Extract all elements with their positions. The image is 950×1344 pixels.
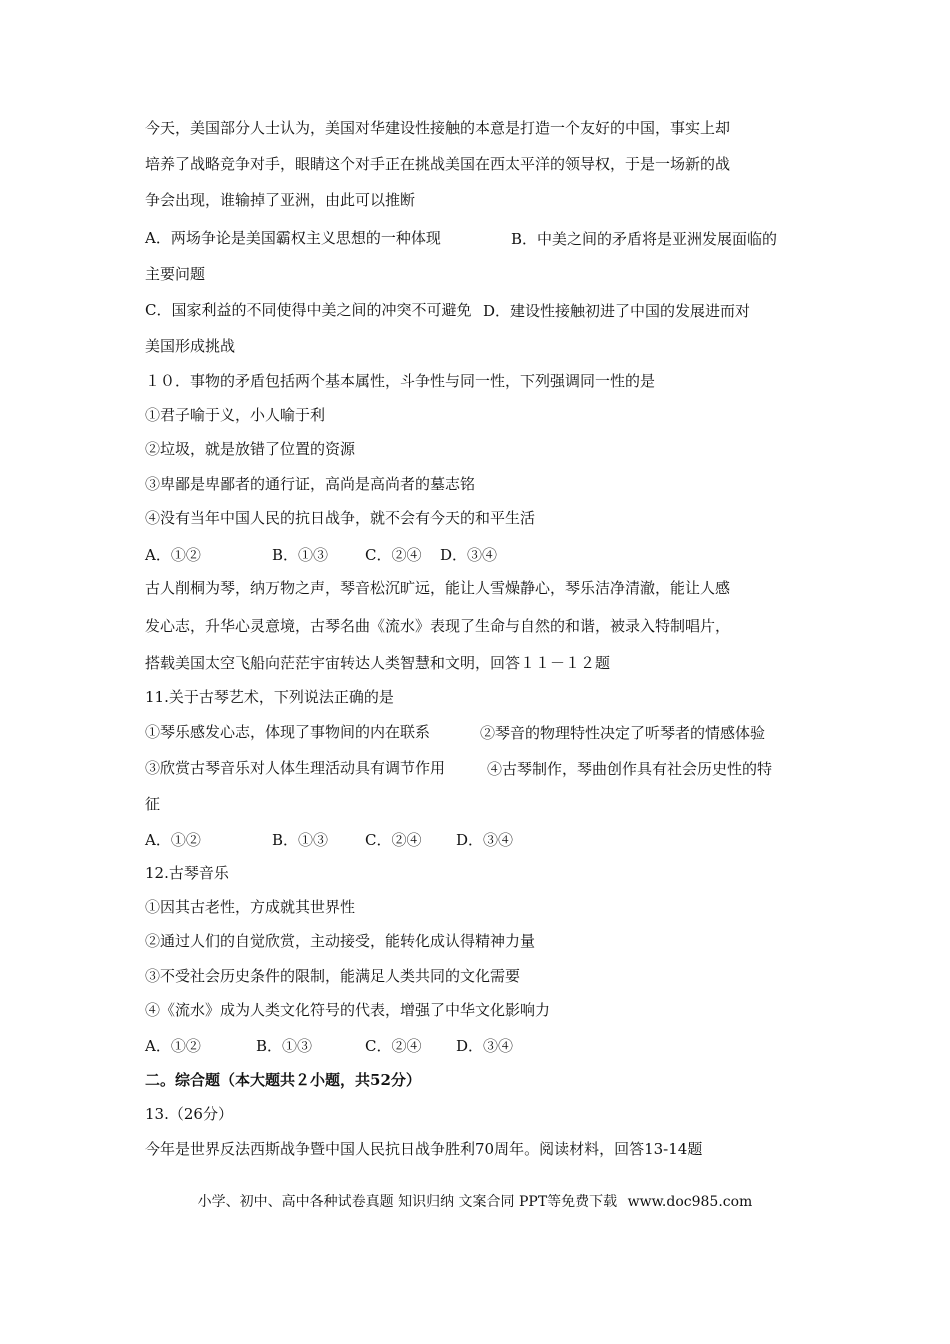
q11-option-c: C．②④ [365,831,422,849]
section2-title: 二。综合题（本大题共２小题，共52分） [145,1071,421,1089]
q11-option-d: D．③④ [456,831,514,849]
q11-option-a: A．①② [145,831,201,849]
q10-statement: ③卑鄙是卑鄙者的通行证，高尚是高尚者的墓志铭 [145,475,476,493]
q11-statement: ①琴乐感发心志，体现了事物间的内在联系 [145,723,431,741]
q12-statement: ④《流水》成为人类文化符号的代表，增强了中华文化影响力 [145,1001,551,1019]
q11-statement: ③欣赏古琴音乐对人体生理活动具有调节作用 [145,759,446,777]
q13-label: 13.（26分） [145,1105,233,1123]
q12-stem: 12.古琴音乐 [145,864,229,882]
q11-stem: 11.关于古琴艺术，下列说法正确的是 [145,688,394,706]
q9-option-d-cont: 美国形成挑战 [145,337,236,355]
q10-option-c: C．②④ [365,546,422,564]
q10-statement: ②垃圾，就是放错了位置的资源 [145,440,356,458]
q11-statement: ④古琴制作，琴曲创作具有社会历史性的特 [487,760,773,778]
q10-option-b: B．①③ [272,546,329,564]
footer [0,1192,950,1212]
q10-option-d: D．③④ [440,546,498,564]
passage-line: 古人削桐为琴，纳万物之声，琴音松沉旷远，能让人雪燥静心，琴乐洁净清澈，能让人感 [145,579,731,597]
q12-statement: ①因其古老性，方成就其世界性 [145,898,356,916]
footer-url[interactable]: www.doc985.com [627,1194,753,1210]
q12-statement: ③不受社会历史条件的限制，能满足人类共同的文化需要 [145,967,521,985]
q12-option-b: B．①③ [256,1037,313,1055]
footer-text: 小学、初中、高中各种试卷真题 知识归纳 文案合同 PPT等免费下载 [197,1194,618,1210]
q9-option-b: B．中美之间的矛盾将是亚洲发展面临的 [511,230,778,248]
q12-option-a: A．①② [145,1037,201,1055]
q12-option-c: C．②④ [365,1037,422,1055]
intro-line: 今天，美国部分人士认为，美国对华建设性接触的本意是打造一个友好的中国，事实上却 [145,119,731,137]
q9-option-a: A．两场争论是美国霸权主义思想的一种体现 [145,229,441,247]
q9-option-c: C．国家利益的不同使得中美之间的冲突不可避免 [145,301,472,319]
q10-statement: ①君子喻于义，小人喻于利 [145,406,326,424]
passage-line: 搭载美国太空飞船向茫茫宇宙转达人类智慧和文明，回答１１－１２题 [145,654,611,672]
q12-statement: ②通过人们的自觉欣赏，主动接受，能转化成认得精神力量 [145,932,536,950]
q10-statement: ④没有当年中国人民的抗日战争，就不会有今天的和平生活 [145,509,536,527]
q11-option-b: B．①③ [272,831,329,849]
q13-intro: 今年是世界反法西斯战争暨中国人民抗日战争胜利70周年。阅读材料，回答13-14题 [145,1140,703,1158]
q9-option-d: D．建设性接触初进了中国的发展进而对 [483,302,751,320]
q10-stem: １０．事物的矛盾包括两个基本属性，斗争性与同一性，下列强调同一性的是 [145,372,656,390]
q10-option-a: A．①② [145,546,201,564]
intro-line: 培养了战略竞争对手，眼睛这个对手正在挑战美国在西太平洋的领导权，于是一场新的战 [145,155,731,173]
intro-line: 争会出现，谁输掉了亚洲，由此可以推断 [145,191,416,209]
q11-statement: ②琴音的物理特性决定了听琴者的情感体验 [480,724,766,742]
q9-option-b-cont: 主要问题 [145,265,206,283]
q12-option-d: D．③④ [456,1037,514,1055]
q11-statement-cont: 征 [145,795,161,813]
passage-line: 发心志，升华心灵意境，古琴名曲《流水》表现了生命与自然的和谐，被录入特制唱片， [145,617,731,635]
